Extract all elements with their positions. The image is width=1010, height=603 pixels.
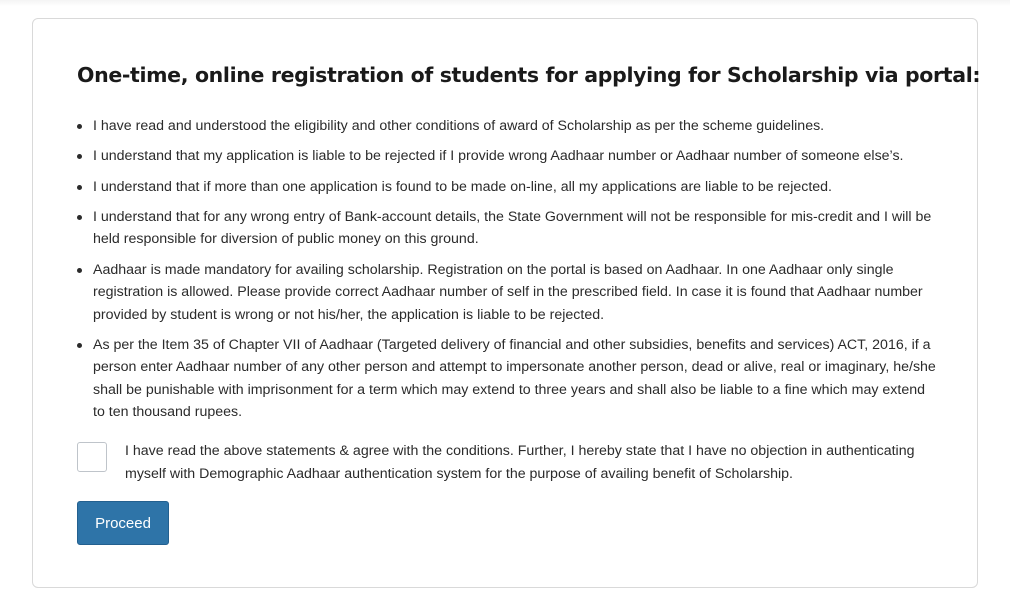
bullet-icon xyxy=(77,215,82,220)
statement-item xyxy=(77,176,937,199)
proceed-button[interactable]: Proceed xyxy=(77,501,169,545)
statement-item xyxy=(77,206,937,251)
bullet-icon xyxy=(77,268,82,273)
statement-text: I have read and understood the eligibility and other conditions of award of Scholarship as per the scheme guidelines. xyxy=(93,118,825,134)
agree-checkbox[interactable] xyxy=(77,442,107,472)
bullet-icon xyxy=(77,343,82,348)
bullet-icon xyxy=(77,185,82,190)
bullet-icon xyxy=(77,124,82,129)
statement-item xyxy=(77,259,937,327)
statement-item xyxy=(77,334,937,424)
page-title: One-time, online registration of students for applying for Scholarship via portal: xyxy=(77,63,981,87)
agreement-label: I have read the above statements & agree with the conditions. Further, I hereby state that I have no objection in authenticating myself with Demographic Aadhaar authentication system for the purpose of availing benefit of Scholarship. xyxy=(125,443,915,482)
statement-item xyxy=(77,115,937,138)
statement-text: I understand that for any wrong entry of Bank-account details, the State Government will not be responsible for mis-credit and I will be held responsible for diversion of public money on this ground. xyxy=(93,208,932,248)
top-shadow-strip xyxy=(0,0,1010,6)
statement-list xyxy=(77,115,937,432)
statement-text: I understand that my application is liable to be rejected if I provide wrong Aadhaar number or Aadhaar number of someone else’s. xyxy=(93,148,904,165)
statement-item xyxy=(77,145,937,168)
statement-text: I understand that if more than one application is found to be made on-line, all my applications are liable to be rejected. xyxy=(93,178,832,195)
statement-text: Aadhaar is made mandatory for availing scholarship. Registration on the portal is based on Aadhaar. In one Aadhaar only single registration is allowed. Please provide correct Aadhaar number of self in the prescribed field. In case it is found that Aadhaar number provided by student is wrong or not his/her, the application is liable to be rejected. xyxy=(93,261,923,323)
consent-card xyxy=(32,18,981,588)
bullet-icon xyxy=(77,154,82,159)
statement-text: As per the Item 35 of Chapter VII of Aadhaar (Targeted delivery of financial and other subsidies, benefits and services) ACT, 2016, if a person enter Aadhaar number of any other person and attempt to impersonate another person, dead or alive, real or imaginary, he/she shall be punishable with imprisonment for a term which may extend to three years and shall also be liable to a fine which may extend to ten thousand rupees. xyxy=(93,336,936,421)
